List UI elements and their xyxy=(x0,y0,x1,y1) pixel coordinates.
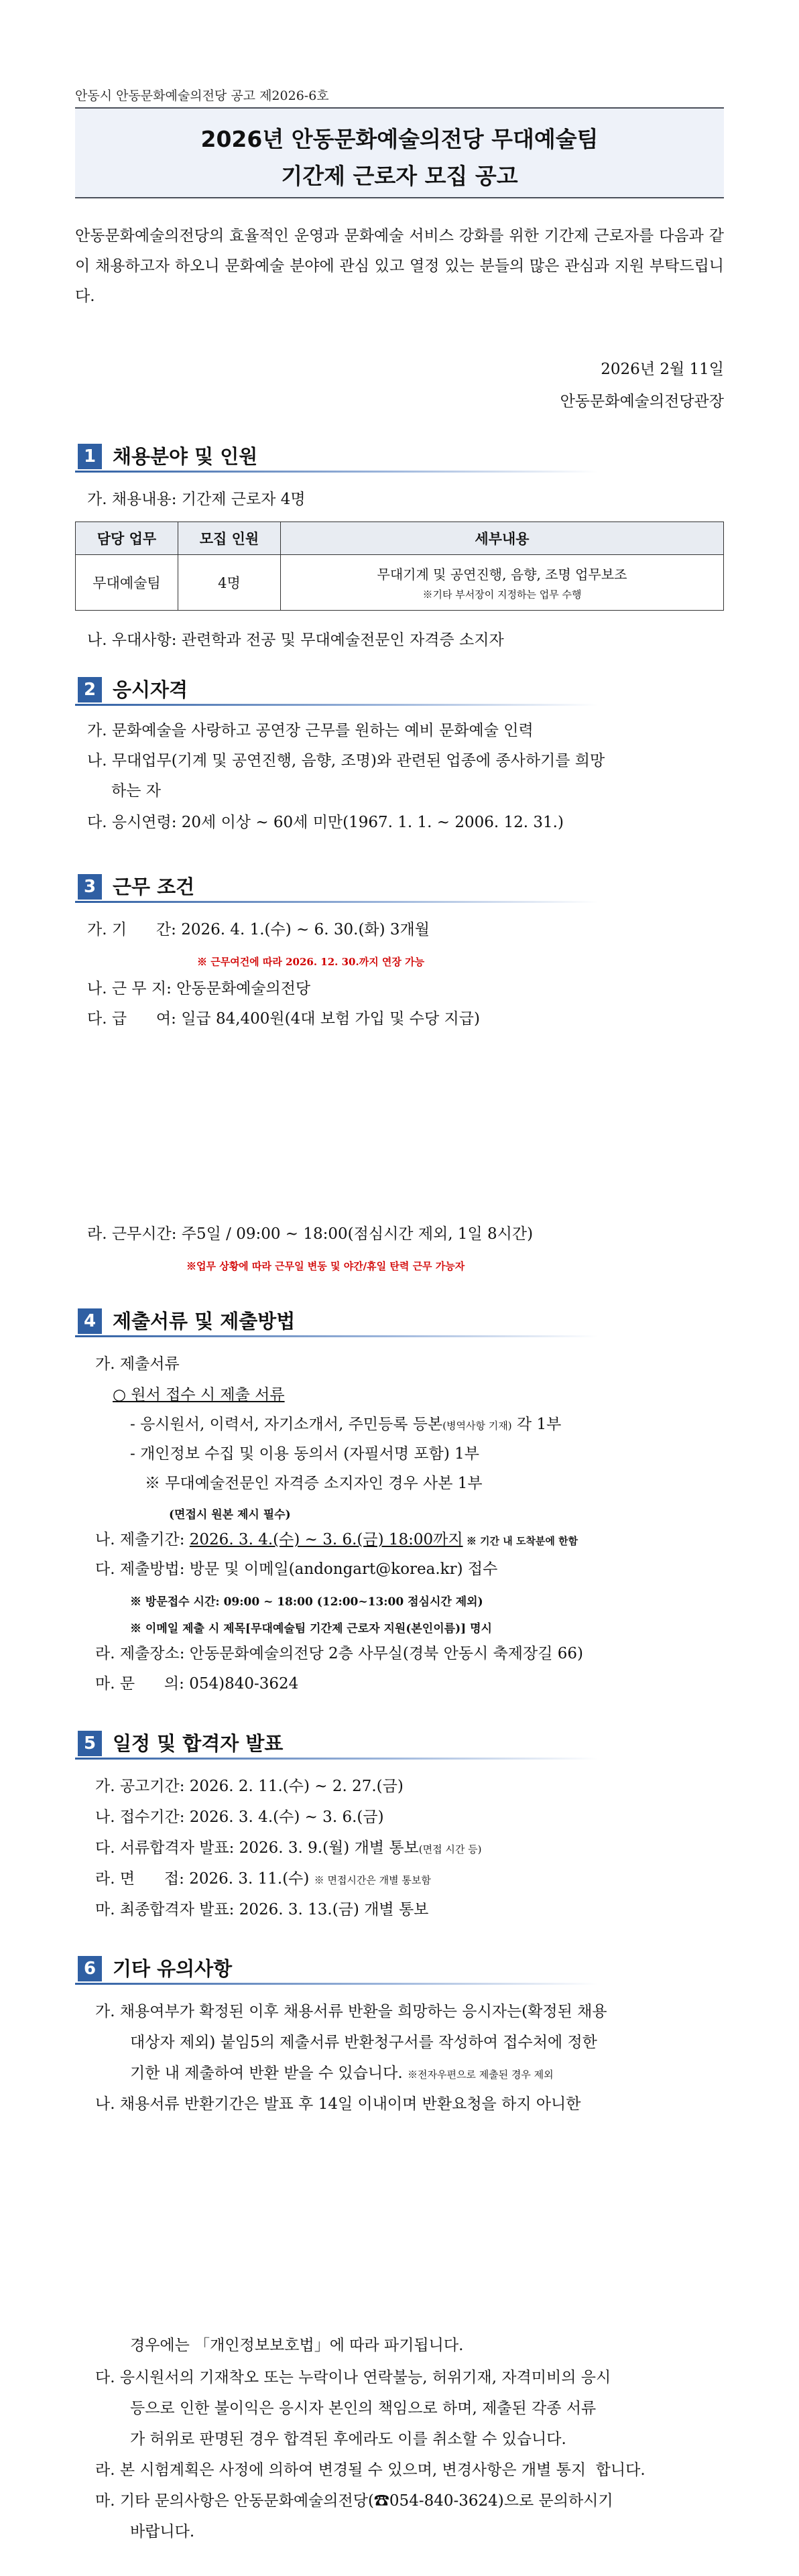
interview-small: ※ 면접시간은 개별 통보함 xyxy=(314,1874,431,1886)
section-rule xyxy=(75,1335,598,1337)
section-rule xyxy=(75,901,598,903)
col-duty: 담당 업무 xyxy=(76,522,178,555)
section-4-header xyxy=(75,1307,724,1337)
notice-date: 2026년 2월 11일 xyxy=(601,361,724,378)
cell-count: 4명 xyxy=(178,555,281,611)
section-2-header xyxy=(75,676,724,705)
col-count: 모집 인원 xyxy=(178,522,281,555)
section-rule xyxy=(75,1758,598,1760)
notice-number: 안동시 안동문화예술의전당 공고 제2026-6호 xyxy=(75,88,329,103)
s6-item-b-cont: 경우에는 「개인정보보호법」에 따라 파기됩니다. xyxy=(130,2337,464,2354)
section-title: 일정 및 합격자 발표 xyxy=(113,1732,284,1755)
s5-item-e: 마. 최종합격자 발표: 2026. 3. 13.(금) 개별 통보 xyxy=(95,1901,429,1918)
period-label: 나. 제출기간: xyxy=(95,1531,190,1548)
s6-item-c-cont: 등으로 인한 불이익은 응시자 본인의 책임으로 하며, 제출된 각종 서류 xyxy=(130,2400,597,2417)
section-title: 기타 유의사항 xyxy=(113,1957,233,1980)
doc-result-text: 다. 서류합격자 발표: 2026. 3. 9.(월) 개별 통보 xyxy=(95,1839,419,1857)
s6-item-e: 마. 기타 문의사항은 안동문화예술의전당(☎054-840-3624)으로 문의하시기 xyxy=(95,2492,613,2510)
s5-item-a: 가. 공고기간: 2026. 2. 11.(수) ~ 2. 27.(금) xyxy=(95,1778,404,1795)
section-rule xyxy=(75,471,598,473)
s3-item-b: 나. 근 무 지: 안동문화예술의전당 xyxy=(87,980,311,997)
s6-a3-text: 기한 내 제출하여 반환 받을 수 있습니다. xyxy=(130,2065,408,2082)
s6-item-a-cont: 대상자 제외) 붙임5의 제출서류 반환청구서를 작성하여 접수처에 정한 xyxy=(130,2034,597,2051)
interview-text: 라. 면 접: 2026. 3. 11.(수) xyxy=(95,1870,314,1888)
section-6-header xyxy=(75,1955,724,1984)
s4-item-c: 다. 제출방법: 방문 및 이메일(andongart@korea.kr) 접수 xyxy=(95,1560,498,1578)
s2-item-a: 가. 문화예술을 사랑하고 공연장 근무를 원하는 예비 문화예술 인력 xyxy=(87,722,534,739)
s4-email-subject: ※ 이메일 제출 시 제목[무대예술팀 기간제 근로자 지원(본인이름)] 명시 xyxy=(130,1622,492,1636)
s6-item-d: 라. 본 시험계획은 사정에 의하여 변경될 수 있으며, 변경사항은 개별 통지 합니다. xyxy=(95,2461,646,2479)
doc-1-text: - 응시원서, 이력서, 자기소개서, 주민등록 등본 xyxy=(130,1416,443,1433)
table-header-row xyxy=(76,522,724,555)
s1-item-b: 나. 우대사항: 관련학과 전공 및 무대예술전문인 자격증 소지자 xyxy=(87,631,504,649)
title-box xyxy=(75,107,724,198)
section-title: 응시자격 xyxy=(113,678,188,701)
s6-item-b: 나. 채용서류 반환기간은 발표 후 14일 이내이며 반환요청을 하지 아니한 xyxy=(95,2095,581,2113)
s4-doc-2: - 개인정보 수집 및 이용 동의서 (자필서명 포함) 1부 xyxy=(130,1445,479,1463)
title-line-1: 2026년 안동문화예술의전당 무대예술팀 xyxy=(200,126,599,152)
intro-paragraph: 안동문화예술의전당의 효율적인 운영과 문화예술 서비스 강화를 위한 기간제 근로자를 다음과 같이 채용하고자 하오니 문화예술 분야에 관심 있고 열정 있는 분들의 많은 관심과 지원 부탁드립니다. xyxy=(75,227,724,305)
section-number: 3 xyxy=(78,874,102,900)
recruit-table xyxy=(75,522,724,611)
s6-item-c: 다. 응시원서의 기재착오 또는 누락이나 연락불능, 허위기재, 자격미비의 응시 xyxy=(95,2369,611,2386)
doc-result-small: (면접 시간 등) xyxy=(418,1843,482,1855)
s2-item-b-cont: 하는 자 xyxy=(111,782,161,800)
s5-item-d xyxy=(95,1869,431,1890)
s6-a3-small: ※전자우편으로 제출된 경우 제외 xyxy=(407,2069,554,2081)
s3-item-d: 라. 근무시간: 주5일 / 09:00 ~ 18:00(점심시간 제외, 1일 8시간) xyxy=(87,1225,534,1243)
section-rule xyxy=(75,1983,598,1985)
s3-item-a: 가. 기 간: 2026. 4. 1.(수) ~ 6. 30.(화) 3개월 xyxy=(87,921,430,938)
s4-item-e: 마. 문 의: 054)840-3624 xyxy=(95,1675,299,1693)
s2-item-c: 다. 응시연령: 20세 이상 ~ 60세 미만(1967. 1. 1. ~ 2006. 12. 31.) xyxy=(87,814,564,831)
s4-visit-hours: ※ 방문접수 시간: 09:00 ~ 18:00 (12:00~13:00 점심시간 제외) xyxy=(130,1595,483,1609)
s4-doc-3: ※ 무대예술전문인 자격증 소지자인 경우 사본 1부 xyxy=(145,1475,483,1492)
s6-item-c-cont: 가 허위로 판명된 경우 합격된 후에라도 이를 취소할 수 있습니다. xyxy=(130,2431,566,2448)
s4-item-a: 가. 제출서류 xyxy=(95,1355,180,1373)
section-number: 5 xyxy=(78,1731,102,1756)
cell-duty: 무대예술팀 xyxy=(76,555,178,611)
s6-item-e-cont: 바랍니다. xyxy=(130,2523,195,2540)
section-title: 제출서류 및 제출방법 xyxy=(113,1310,296,1333)
section-rule xyxy=(75,704,598,706)
s4-doc-3-note: (면접시 원본 제시 필수) xyxy=(169,1508,291,1522)
cell-detail xyxy=(281,555,724,611)
s4-submit-heading: ○ 원서 접수 시 제출 서류 xyxy=(113,1386,285,1404)
s3-item-a-note: ※ 근무여건에 따라 2026. 12. 30.까지 연장 가능 xyxy=(197,956,425,968)
col-detail: 세부내용 xyxy=(281,522,724,555)
s6-item-a-cont xyxy=(130,2063,554,2085)
issuer: 안동문화예술의전당관장 xyxy=(560,393,724,410)
s6-item-a: 가. 채용여부가 확정된 이후 채용서류 반환을 희망하는 응시자는(확정된 채용 xyxy=(95,2003,607,2020)
section-title: 근무 조건 xyxy=(113,875,195,898)
doc-1-small: (병역사항 기재) xyxy=(442,1420,512,1432)
section-number: 6 xyxy=(78,1956,102,1981)
s3-item-d-note: ※업무 상황에 따라 근무일 변동 및 야간/휴일 탄력 근무 가능자 xyxy=(186,1260,465,1272)
s5-item-b: 나. 접수기간: 2026. 3. 4.(수) ~ 3. 6.(금) xyxy=(95,1808,384,1826)
s4-item-d: 라. 제출장소: 안동문화예술의전당 2층 사무실(경북 안동시 축제장길 66) xyxy=(95,1645,583,1662)
section-1-header xyxy=(75,442,724,472)
section-number: 1 xyxy=(78,444,102,469)
s2-item-b: 나. 무대업무(기계 및 공연진행, 음향, 조명)와 관련된 업종에 종사하기를 희망 xyxy=(87,752,605,770)
detail-note: ※기타 부서장이 지정하는 업무 수행 xyxy=(422,589,582,601)
s3-item-c: 다. 급 여: 일급 84,400원(4대 보험 가입 및 수당 지급) xyxy=(87,1010,480,1028)
section-5-header xyxy=(75,1729,724,1759)
submit-period: 2026. 3. 4.(수) ~ 3. 6.(금) 18:00까지 xyxy=(189,1531,463,1548)
period-note: ※ 기간 내 도착분에 한함 xyxy=(463,1535,578,1547)
s4-item-b xyxy=(95,1530,578,1551)
s4-doc-1 xyxy=(130,1414,561,1436)
s1-item-a: 가. 채용내용: 기간제 근로자 4명 xyxy=(87,491,306,508)
section-3-header xyxy=(75,873,724,902)
section-number: 4 xyxy=(78,1308,102,1334)
section-title: 채용분야 및 인원 xyxy=(113,445,258,468)
table-row xyxy=(76,555,724,611)
section-number: 2 xyxy=(78,677,102,702)
doc-1-end: 각 1부 xyxy=(511,1416,562,1433)
s5-item-c xyxy=(95,1838,481,1859)
detail-main: 무대기계 및 공연진행, 음향, 조명 업무보조 xyxy=(377,566,627,582)
title-line-2: 기간제 근로자 모집 공고 xyxy=(281,163,518,189)
